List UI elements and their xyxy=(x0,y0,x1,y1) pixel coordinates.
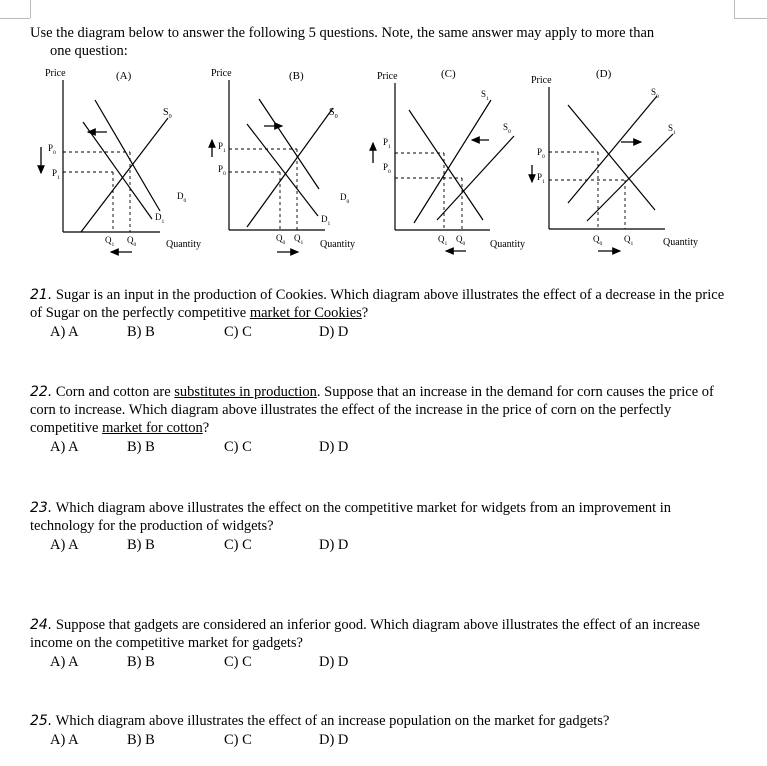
question-number: 21. xyxy=(30,287,53,303)
quantity-axis-label: Quantity xyxy=(663,237,698,248)
curve-label-d0: $D_1$ xyxy=(321,214,331,227)
question-text: Which diagram above illustrates the effect of an increase population on the market for gadgets? xyxy=(55,713,610,729)
question-number: 24. xyxy=(30,617,53,633)
choice-d[interactable]: D) D xyxy=(319,537,349,553)
curve-label-s0: $S_0$ xyxy=(503,122,511,135)
instructions xyxy=(30,24,730,60)
price-label-p0: $P_0$ xyxy=(383,162,391,175)
diagram-title: (D) xyxy=(596,68,612,80)
choice-d[interactable]: D) D xyxy=(319,654,349,670)
price-label-p0: $P_0$ xyxy=(48,143,56,156)
question-number: 22. xyxy=(30,384,53,400)
choice-a[interactable]: A) A xyxy=(50,537,79,553)
question-text: Suppose that gadgets are considered an inferior good. Which diagram above illustrates the effect of an increase income on the competitive market for gadgets? xyxy=(30,617,700,651)
quantity-label-q1: $Q_1$ xyxy=(105,235,115,248)
price-axis-label: Price xyxy=(377,71,398,82)
page-corner-mark xyxy=(0,18,30,20)
supply-curve-s1 xyxy=(587,134,673,221)
price-axis-label: Price xyxy=(211,68,232,79)
choice-a[interactable]: A) A xyxy=(50,654,79,670)
choice-b[interactable]: B) B xyxy=(127,537,155,553)
price-axis-label: Price xyxy=(45,68,66,79)
supply-curve-s0 xyxy=(437,136,514,220)
instructions-line-2: one question: xyxy=(50,43,128,59)
choice-a[interactable]: A) A xyxy=(50,439,79,455)
choice-a[interactable]: A) A xyxy=(50,324,79,340)
supply-curve-s0 xyxy=(568,96,657,203)
quantity-label-q1: $Q_1$ xyxy=(294,233,304,246)
curve-label-s0: $S_0$ xyxy=(329,107,338,120)
choice-a[interactable]: A) A xyxy=(50,732,79,748)
answer-choices xyxy=(30,731,735,749)
instructions-line-1: Use the diagram below to answer the following 5 questions. Note, the same answer may apply to more than xyxy=(30,25,655,41)
diagram-title: (A) xyxy=(116,70,132,82)
price-label-p0: $P_0$ xyxy=(218,164,226,177)
choice-b[interactable]: B) B xyxy=(127,732,155,748)
page-corner-mark xyxy=(734,0,736,18)
supply-curve-s0 xyxy=(247,108,333,227)
quantity-label-q1: $Q_1$ xyxy=(624,234,634,247)
answer-choices xyxy=(30,536,735,554)
price-label-p1: $P_1$ xyxy=(383,137,391,150)
choice-c[interactable]: C) C xyxy=(224,732,252,748)
quantity-axis-label: Quantity xyxy=(166,239,201,250)
question-23 xyxy=(30,499,735,554)
curve-label-s1: $S_1$ xyxy=(481,89,489,102)
curve-label-d1: $D_0$ xyxy=(340,192,350,205)
question-number: 25. xyxy=(30,713,53,729)
demand-curve xyxy=(409,110,483,220)
curve-label-d1: $D_1$ xyxy=(155,212,165,225)
question-text-end: ? xyxy=(361,305,369,321)
price-axis-label: Price xyxy=(531,75,552,86)
underlined-phrase: market for Cookies xyxy=(249,305,362,321)
demand-curve-d0 xyxy=(95,100,160,211)
question-text: Sugar is an input in the production of Cookies. Which diagram above illustrates the effect of a decrease in the price of Sugar on the perfectly competitive xyxy=(30,287,725,321)
page-corner-mark xyxy=(734,18,767,20)
diagram-title: (B) xyxy=(289,70,304,82)
curve-label-d0: $D_0$ xyxy=(177,191,187,204)
choice-b[interactable]: B) B xyxy=(127,439,155,455)
quantity-label-q0: $Q_0$ xyxy=(593,234,603,247)
price-label-p1: $P_1$ xyxy=(537,172,545,185)
question-number: 23. xyxy=(30,500,53,516)
choice-d[interactable]: D) D xyxy=(319,324,349,340)
choice-b[interactable]: B) B xyxy=(127,324,155,340)
demand-curve-d1 xyxy=(83,122,152,219)
demand-curve xyxy=(568,105,655,210)
underlined-phrase: substitutes in production xyxy=(174,384,317,400)
question-text: Corn and cotton are xyxy=(55,384,175,400)
question-21 xyxy=(30,286,735,341)
choice-c[interactable]: C) C xyxy=(224,537,252,553)
answer-choices xyxy=(30,653,735,671)
question-24 xyxy=(30,616,735,671)
quantity-label-q0: $Q_0$ xyxy=(127,235,137,248)
question-text: Which diagram above illustrates the effect on the competitive market for widgets from an improvement in technology for the production of widgets? xyxy=(30,500,672,534)
page-corner-mark xyxy=(30,0,32,18)
curve-label-s1: $S_1$ xyxy=(668,123,676,136)
diagram-title: (C) xyxy=(441,68,456,80)
curve-label-s0: $S_0$ xyxy=(163,107,172,120)
choice-c[interactable]: C) C xyxy=(224,439,252,455)
supply-curve-s1 xyxy=(414,100,491,223)
curve-label-s0: $S_0$ xyxy=(651,87,659,100)
question-25 xyxy=(30,712,735,749)
price-label-p1: $P_1$ xyxy=(218,141,226,154)
choice-d[interactable]: D) D xyxy=(319,732,349,748)
question-22 xyxy=(30,383,735,456)
price-label-p1: $P_1$ xyxy=(52,168,60,181)
answer-choices xyxy=(30,438,735,456)
demand-curve-d0 xyxy=(259,99,319,189)
quantity-axis-label: Quantity xyxy=(320,239,355,250)
choice-b[interactable]: B) B xyxy=(127,654,155,670)
choice-c[interactable]: C) C xyxy=(224,324,252,340)
underlined-phrase: market for cotton xyxy=(102,420,203,436)
quantity-label-q1: $Q_1$ xyxy=(438,234,448,247)
question-text-end: ? xyxy=(202,420,210,436)
choice-d[interactable]: D) D xyxy=(319,439,349,455)
quantity-label-q0: $Q_0$ xyxy=(276,233,286,246)
demand-curve-d1 xyxy=(247,124,318,216)
quantity-label-q0: $Q_0$ xyxy=(456,234,466,247)
answer-choices xyxy=(30,323,735,341)
supply-demand-diagrams xyxy=(0,60,767,260)
choice-c[interactable]: C) C xyxy=(224,654,252,670)
quantity-axis-label: Quantity xyxy=(490,239,525,250)
price-label-p0: $P_0$ xyxy=(537,147,545,160)
question-text-middle: . Suppose that an increase in the demand for corn causes the price of corn to increase. Which diagram above illustrates the effect of the increase in the price of corn on the perfectly competitive xyxy=(30,384,714,436)
